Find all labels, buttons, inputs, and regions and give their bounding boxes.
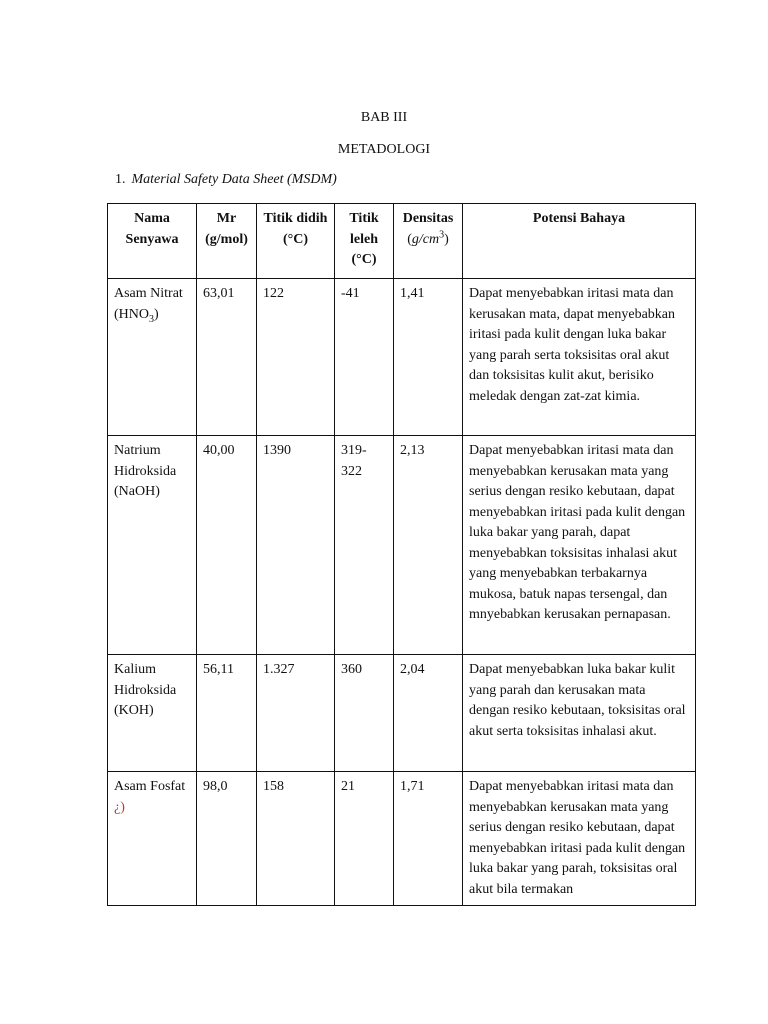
table-header-row [108,204,696,279]
header-leleh: Titik leleh (°C) [335,204,394,279]
header-bahaya: Potensi Bahaya [463,204,696,279]
table-row [108,772,696,906]
section-heading [115,172,337,188]
cell-densitas: 1,71 [394,772,463,906]
cell-densitas: 2,04 [394,655,463,772]
cell-nama: Asam Nitrat $(HNO_3)$ [108,279,197,436]
chapter-title: METADOLOGI [337,142,431,157]
densitas-label: Densitas [402,211,454,226]
cell-nama: Natrium Hidroksida (NaOH) [108,436,197,655]
cell-didih: 1390 [257,436,335,655]
header-mr: Mr (g/mol) [197,204,257,279]
cell-bahaya: Dapat menyebabkan luka bakar kulit yang parah dan kerusakan mata dengan resiko kebutaan, toksisitas oral akut serta toksisitas inhalasi akut. [463,655,696,772]
cell-leleh: 319-322 [335,436,394,655]
cell-mr: 63,01 [197,279,257,436]
cell-densitas: 2,13 [394,436,463,655]
section-label: Material Safety Data Sheet (MSDM) [131,172,337,187]
cell-mr: 98,0 [197,772,257,906]
cell-bahaya: Dapat menyebabkan iritasi mata dan kerusakan mata, dapat menyebabkan iritasi pada kulit dengan luka bakar yang parah serta toksisitas oral akut dan toksisitas kulit akut, berisiko meledak dengan zat-zat kimia. [463,279,696,436]
header-nama: Nama Senyawa [108,204,197,279]
cell-didih: 122 [257,279,335,436]
cell-bahaya: Dapat menyebabkan iritasi mata dan menyebabkan kerusakan mata yang serius dengan resiko kebutaan, dapat menyebabkan iritasi pada kulit dengan luka bakar yang parah, dapat menyebabkan toksisitas inhalasi akut yang menyebabkan terbakarnya mukosa, batuk napas tersengal, dan mnyebabkan kerusakan pernapasan. [463,436,696,655]
cell-mr: 56,11 [197,655,257,772]
cell-nama: Kalium Hidroksida (KOH) [108,655,197,772]
section-number: 1. [115,172,126,187]
cell-densitas: 1,41 [394,279,463,436]
msds-table [107,203,696,906]
cell-leleh: -41 [335,279,394,436]
chapter-number: BAB III [360,110,408,125]
cell-didih: 158 [257,772,335,906]
cell-mr: 40,00 [197,436,257,655]
table-row [108,655,696,772]
header-didih: Titik didih (°C) [257,204,335,279]
cell-bahaya: Dapat menyebabkan iritasi mata dan menyebabkan kerusakan mata yang serius dengan resiko kebutaan, dapat menyebabkan iritasi pada kulit dengan luka bakar yang parah, toksisitas oral akut bila termakan [463,772,696,906]
header-densitas [394,204,463,279]
cell-nama: Asam Fosfat ¿) [108,772,197,906]
cell-leleh: 360 [335,655,394,772]
table-row [108,436,696,655]
table-row [108,279,696,436]
densitas-unit: $(g/cm^3)$ [407,228,449,247]
cell-didih: 1.327 [257,655,335,772]
cell-leleh: 21 [335,772,394,906]
